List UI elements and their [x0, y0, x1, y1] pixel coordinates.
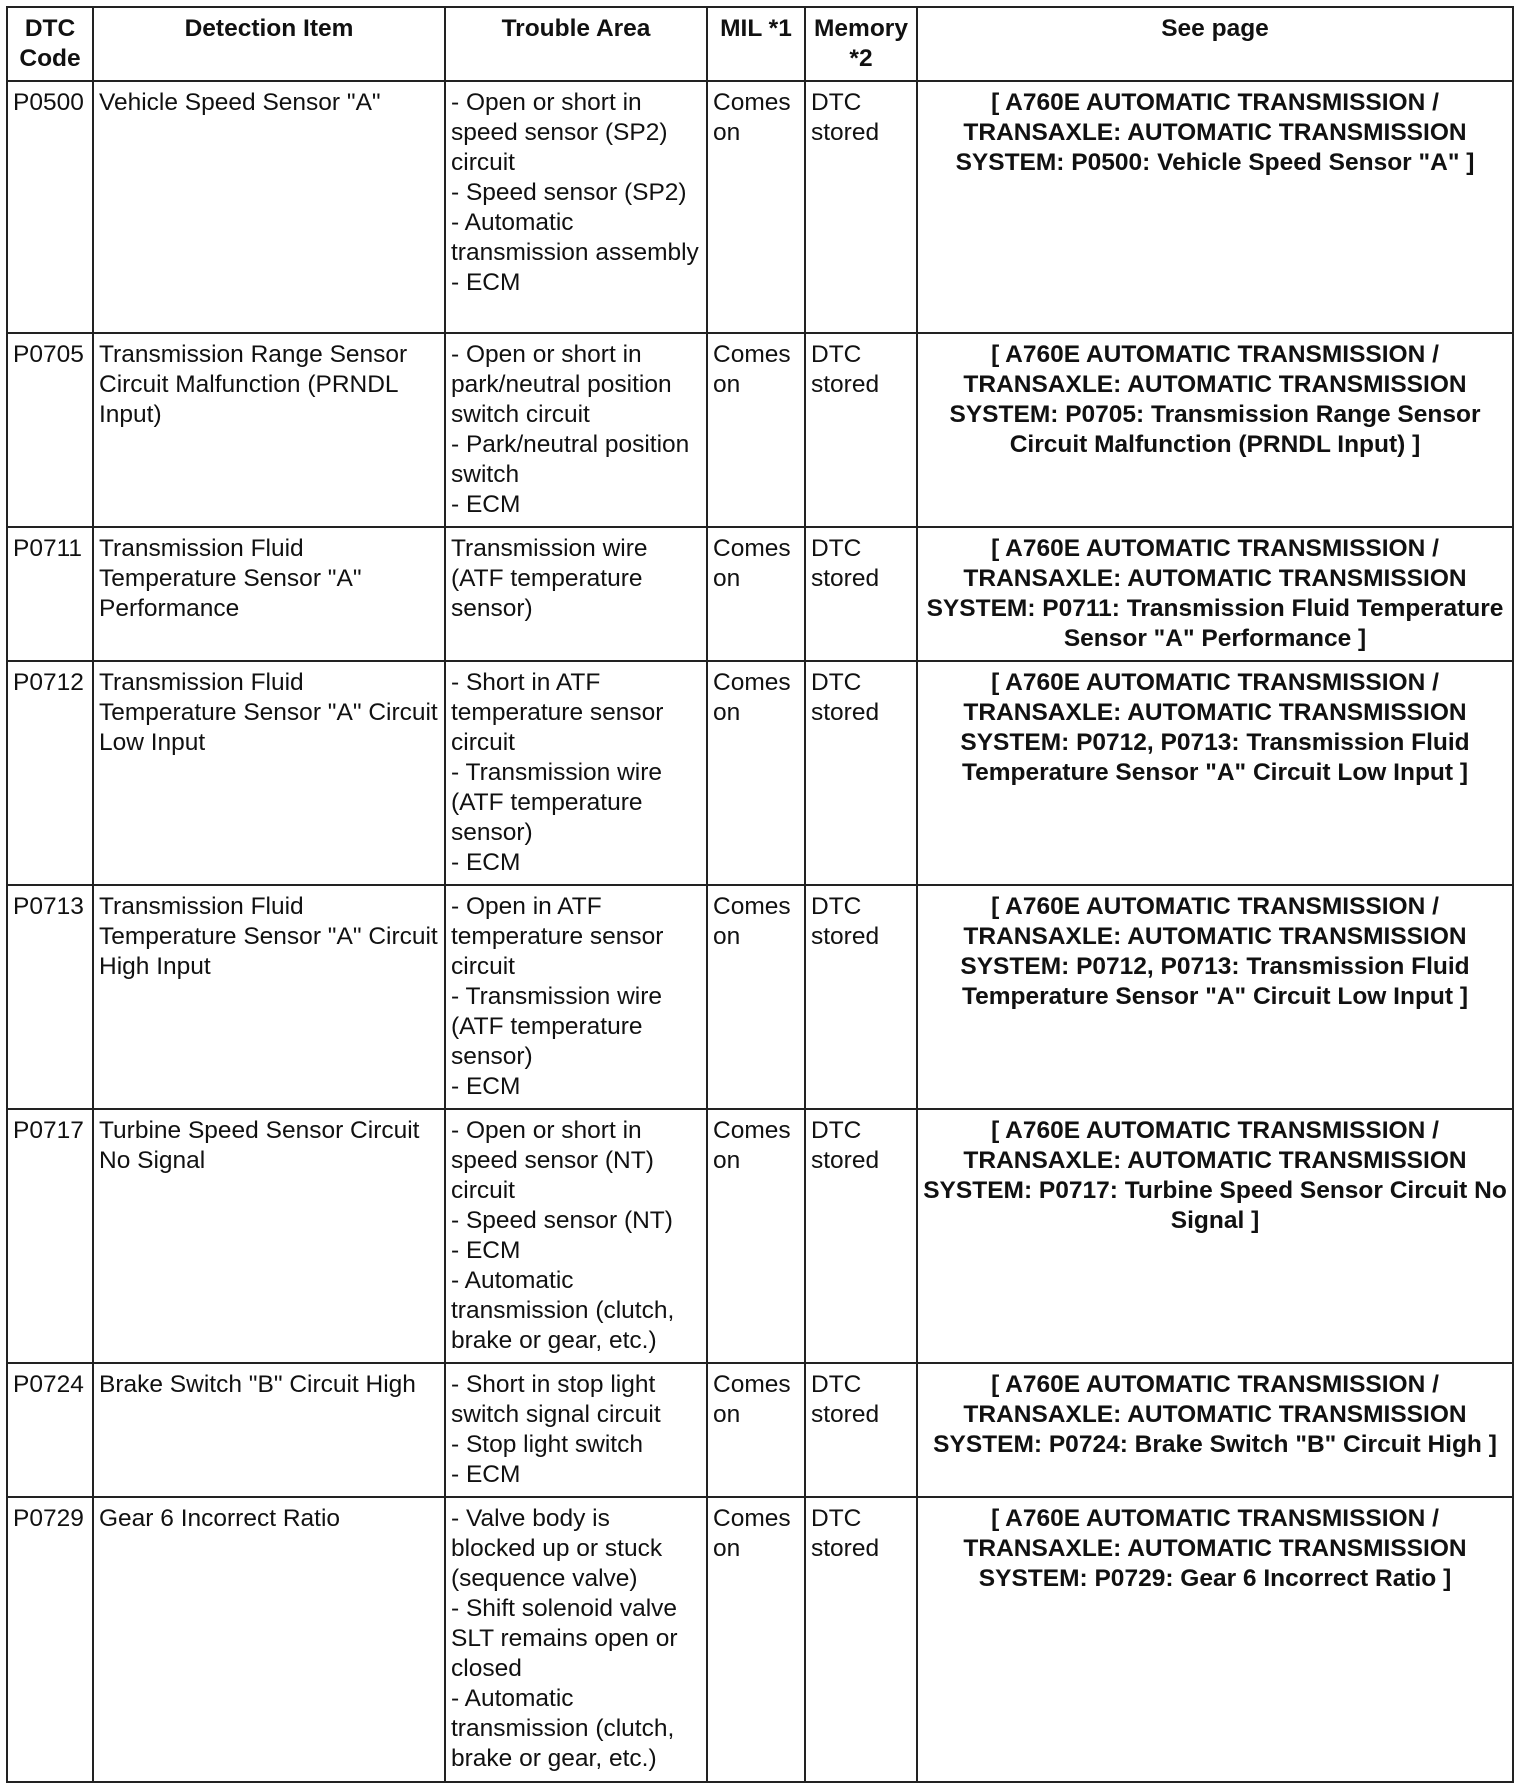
trouble-area-cell	[445, 661, 707, 885]
detection-item-cell: Transmission Range Sensor Circuit Malfunction (PRNDL Input)	[93, 333, 445, 527]
see-page-cell: [ A760E AUTOMATIC TRANSMISSION / TRANSAXLE: AUTOMATIC TRANSMISSION SYSTEM: P0712, P0713: Transmission Fluid Temperature Sensor "A" Circuit Low Input ]	[917, 885, 1513, 1109]
trouble-area-line: - Speed sensor (NT)	[451, 1207, 673, 1234]
trouble-area-cell	[445, 885, 707, 1109]
dtc-code-cell: P0729	[7, 1497, 93, 1782]
dtc-table	[6, 6, 1514, 1783]
detection-item-cell: Brake Switch "B" Circuit High	[93, 1363, 445, 1497]
dtc-code-cell: P0711	[7, 527, 93, 661]
detection-item-cell: Transmission Fluid Temperature Sensor "A" Circuit Low Input	[93, 661, 445, 885]
see-page-cell: [ A760E AUTOMATIC TRANSMISSION / TRANSAXLE: AUTOMATIC TRANSMISSION SYSTEM: P0711: Transmission Fluid Temperature Sensor "A" Performance ]	[917, 527, 1513, 661]
see-page-cell: [ A760E AUTOMATIC TRANSMISSION / TRANSAXLE: AUTOMATIC TRANSMISSION SYSTEM: P0500: Vehicle Speed Sensor "A" ]	[917, 81, 1513, 333]
dtc-code-cell: P0500	[7, 81, 93, 333]
detection-item-cell: Turbine Speed Sensor Circuit No Signal	[93, 1109, 445, 1363]
table-body	[7, 81, 1513, 1782]
see-page-cell: [ A760E AUTOMATIC TRANSMISSION / TRANSAXLE: AUTOMATIC TRANSMISSION SYSTEM: P0729: Gear 6 Incorrect Ratio ]	[917, 1497, 1513, 1782]
mil-cell: Comes on	[707, 81, 805, 333]
trouble-area-line: - Open in ATF temperature sensor circuit	[451, 893, 664, 980]
table-row	[7, 527, 1513, 661]
mil-cell: Comes on	[707, 527, 805, 661]
memory-cell: DTC stored	[805, 1109, 917, 1363]
trouble-area-line: - Transmission wire (ATF temperature sensor)	[451, 759, 663, 846]
trouble-area-cell	[445, 1497, 707, 1782]
header-dtc-code: DTC Code	[7, 7, 93, 81]
trouble-area-line: - Open or short in speed sensor (SP2) circuit	[451, 89, 668, 176]
mil-cell: Comes on	[707, 885, 805, 1109]
detection-item-cell: Vehicle Speed Sensor "A"	[93, 81, 445, 333]
mil-cell: Comes on	[707, 661, 805, 885]
dtc-code-cell: P0724	[7, 1363, 93, 1497]
trouble-area-line: - Valve body is blocked up or stuck (sequence valve)	[451, 1505, 663, 1592]
trouble-area-line: - ECM	[451, 269, 521, 296]
memory-cell: DTC stored	[805, 1497, 917, 1782]
table-row	[7, 1497, 1513, 1782]
trouble-area-line: - ECM	[451, 1237, 521, 1264]
trouble-area-cell	[445, 1109, 707, 1363]
header-trouble-area: Trouble Area	[445, 7, 707, 81]
trouble-area-cell	[445, 333, 707, 527]
memory-cell: DTC stored	[805, 81, 917, 333]
memory-cell: DTC stored	[805, 527, 917, 661]
dtc-code-cell: P0717	[7, 1109, 93, 1363]
trouble-area-line: Transmission wire (ATF temperature sensor)	[451, 535, 648, 622]
table-row	[7, 333, 1513, 527]
dtc-code-cell: P0713	[7, 885, 93, 1109]
table-row	[7, 1363, 1513, 1497]
see-page-cell: [ A760E AUTOMATIC TRANSMISSION / TRANSAXLE: AUTOMATIC TRANSMISSION SYSTEM: P0705: Transmission Range Sensor Circuit Malfunction (PRNDL Input) ]	[917, 333, 1513, 527]
detection-item-cell: Transmission Fluid Temperature Sensor "A" Performance	[93, 527, 445, 661]
header-memory: Memory *2	[805, 7, 917, 81]
detection-item-cell: Transmission Fluid Temperature Sensor "A" Circuit High Input	[93, 885, 445, 1109]
trouble-area-line: - Stop light switch	[451, 1431, 643, 1458]
trouble-area-line: - Open or short in speed sensor (NT) circuit	[451, 1117, 654, 1204]
see-page-cell: [ A760E AUTOMATIC TRANSMISSION / TRANSAXLE: AUTOMATIC TRANSMISSION SYSTEM: P0724: Brake Switch "B" Circuit High ]	[917, 1363, 1513, 1497]
trouble-area-line: - Transmission wire (ATF temperature sensor)	[451, 983, 663, 1070]
dtc-code-cell: P0712	[7, 661, 93, 885]
trouble-area-line: - Automatic transmission (clutch, brake or gear, etc.)	[451, 1685, 675, 1772]
trouble-area-line: - Open or short in park/neutral position switch circuit	[451, 341, 672, 428]
memory-cell: DTC stored	[805, 885, 917, 1109]
table-row	[7, 885, 1513, 1109]
trouble-area-line: - Park/neutral position switch	[451, 431, 690, 488]
mil-cell: Comes on	[707, 333, 805, 527]
header-see-page: See page	[917, 7, 1513, 81]
mil-cell: Comes on	[707, 1109, 805, 1363]
trouble-area-cell	[445, 1363, 707, 1497]
trouble-area-cell	[445, 81, 707, 333]
memory-cell: DTC stored	[805, 333, 917, 527]
trouble-area-line: - ECM	[451, 491, 521, 518]
memory-cell: DTC stored	[805, 1363, 917, 1497]
trouble-area-line: - Short in ATF temperature sensor circuit	[451, 669, 664, 756]
detection-item-cell: Gear 6 Incorrect Ratio	[93, 1497, 445, 1782]
trouble-area-line: - Automatic transmission (clutch, brake or gear, etc.)	[451, 1267, 675, 1354]
trouble-area-line: - Speed sensor (SP2)	[451, 179, 687, 206]
trouble-area-cell	[445, 527, 707, 661]
memory-cell: DTC stored	[805, 661, 917, 885]
mil-cell: Comes on	[707, 1497, 805, 1782]
trouble-area-line: - ECM	[451, 1461, 521, 1488]
table-row	[7, 81, 1513, 333]
dtc-code-cell: P0705	[7, 333, 93, 527]
header-mil: MIL *1	[707, 7, 805, 81]
header-row	[7, 7, 1513, 81]
see-page-cell: [ A760E AUTOMATIC TRANSMISSION / TRANSAXLE: AUTOMATIC TRANSMISSION SYSTEM: P0712, P0713: Transmission Fluid Temperature Sensor "A" Circuit Low Input ]	[917, 661, 1513, 885]
mil-cell: Comes on	[707, 1363, 805, 1497]
see-page-cell: [ A760E AUTOMATIC TRANSMISSION / TRANSAXLE: AUTOMATIC TRANSMISSION SYSTEM: P0717: Turbine Speed Sensor Circuit No Signal ]	[917, 1109, 1513, 1363]
trouble-area-line: - ECM	[451, 1073, 521, 1100]
table-row	[7, 1109, 1513, 1363]
trouble-area-line: - ECM	[451, 849, 521, 876]
trouble-area-line: - Short in stop light switch signal circuit	[451, 1371, 661, 1428]
trouble-area-line: - Shift solenoid valve SLT remains open or closed	[451, 1595, 678, 1682]
table-row	[7, 661, 1513, 885]
header-detection-item: Detection Item	[93, 7, 445, 81]
trouble-area-line: - Automatic transmission assembly	[451, 209, 699, 266]
